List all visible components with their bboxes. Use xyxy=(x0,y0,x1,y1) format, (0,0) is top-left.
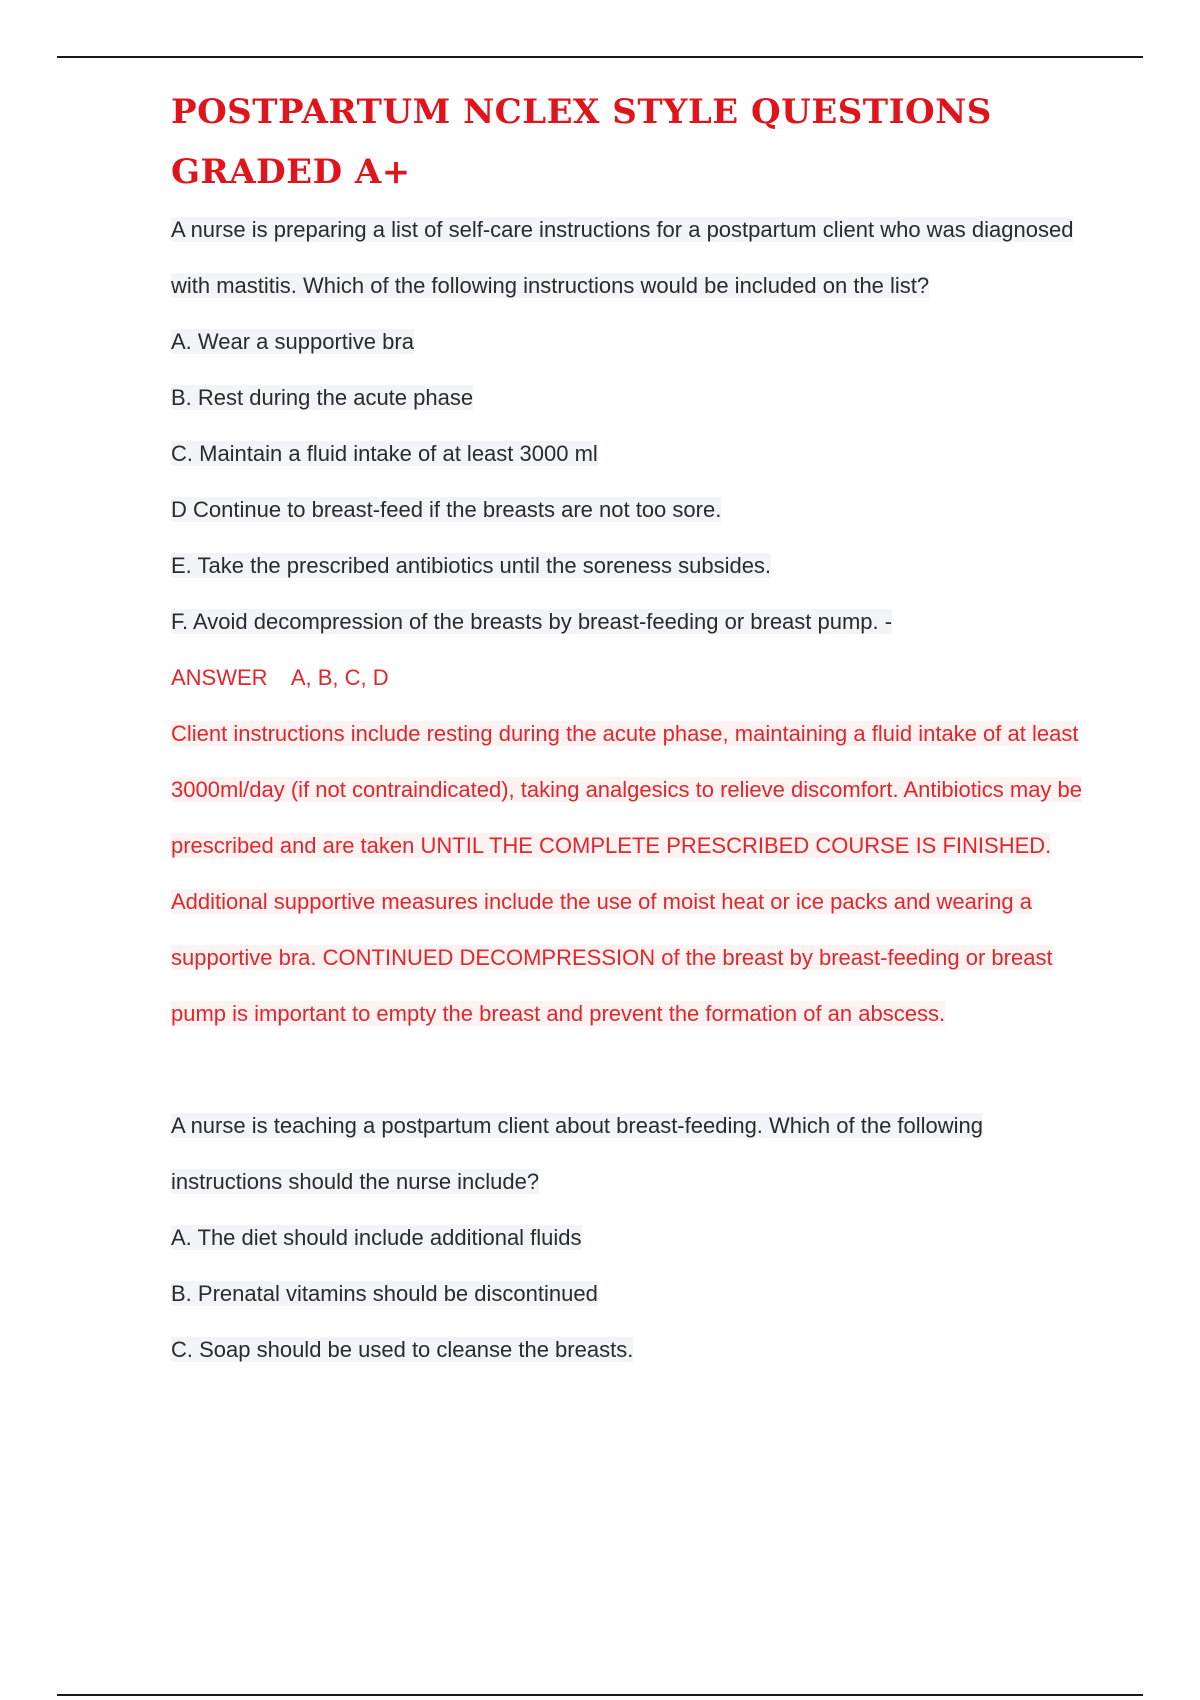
section-spacer xyxy=(171,1042,1091,1098)
question-1-option-b: B. Rest during the acute phase xyxy=(171,385,474,410)
question-2-option-c: C. Soap should be used to cleanse the breasts. xyxy=(171,1337,634,1362)
question-1-option-d: D Continue to breast-feed if the breasts are not too sore. xyxy=(171,497,722,522)
question-1-stem-text: A nurse is preparing a list of self-care instructions for a postpartum client who was diagnosed with mastitis. Which of the following instructions would be included on the list? xyxy=(171,217,1074,298)
question-1-option-e: E. Take the prescribed antibiotics until the soreness subsides. xyxy=(171,553,772,578)
question-1-option-a: A. Wear a supportive bra xyxy=(171,329,414,354)
question-2 xyxy=(171,1098,1091,1378)
question-1-stem xyxy=(171,202,1091,314)
page-content xyxy=(171,82,1091,1378)
answer-label: ANSWER xyxy=(171,665,268,690)
question-2-option-a: A. The diet should include additional fluids xyxy=(171,1225,582,1250)
answer-value: A, B, C, D xyxy=(290,665,389,690)
question-2-stem-text: A nurse is teaching a postpartum client about breast-feeding. Which of the following instructions should the nurse include? xyxy=(171,1113,984,1194)
header-rule xyxy=(57,56,1143,58)
footer-rule xyxy=(57,1694,1143,1696)
document-title: POSTPARTUM NCLEX STYLE QUESTIONS GRADED A+ xyxy=(171,92,992,192)
question-1-rationale xyxy=(171,706,1091,1042)
question-2-stem xyxy=(171,1098,1091,1210)
question-1-option-c: C. Maintain a fluid intake of at least 3000 ml xyxy=(171,441,598,466)
question-1-answer xyxy=(171,650,1091,706)
question-1-rationale-text: Client instructions include resting during the acute phase, maintaining a fluid intake of at least 3000ml/day (if not contraindicated), taking analgesics to relieve discomfort. Antibiotics may be prescribed and are taken UNTIL THE COMPLETE PRESCRIBED COURSE IS FINISHED. Additional supportive measures include the use of moist heat or ice packs and wearing a supportive bra. CONTINUED DECOMPRESSION of the breast by breast-feeding or breast pump is important to empty the breast and prevent the formation of an abscess. xyxy=(171,721,1083,1026)
question-2-option-b: B. Prenatal vitamins should be discontinued xyxy=(171,1281,598,1306)
question-1 xyxy=(171,202,1091,1042)
question-1-option-f: F. Avoid decompression of the breasts by breast-feeding or breast pump. - xyxy=(171,609,893,634)
